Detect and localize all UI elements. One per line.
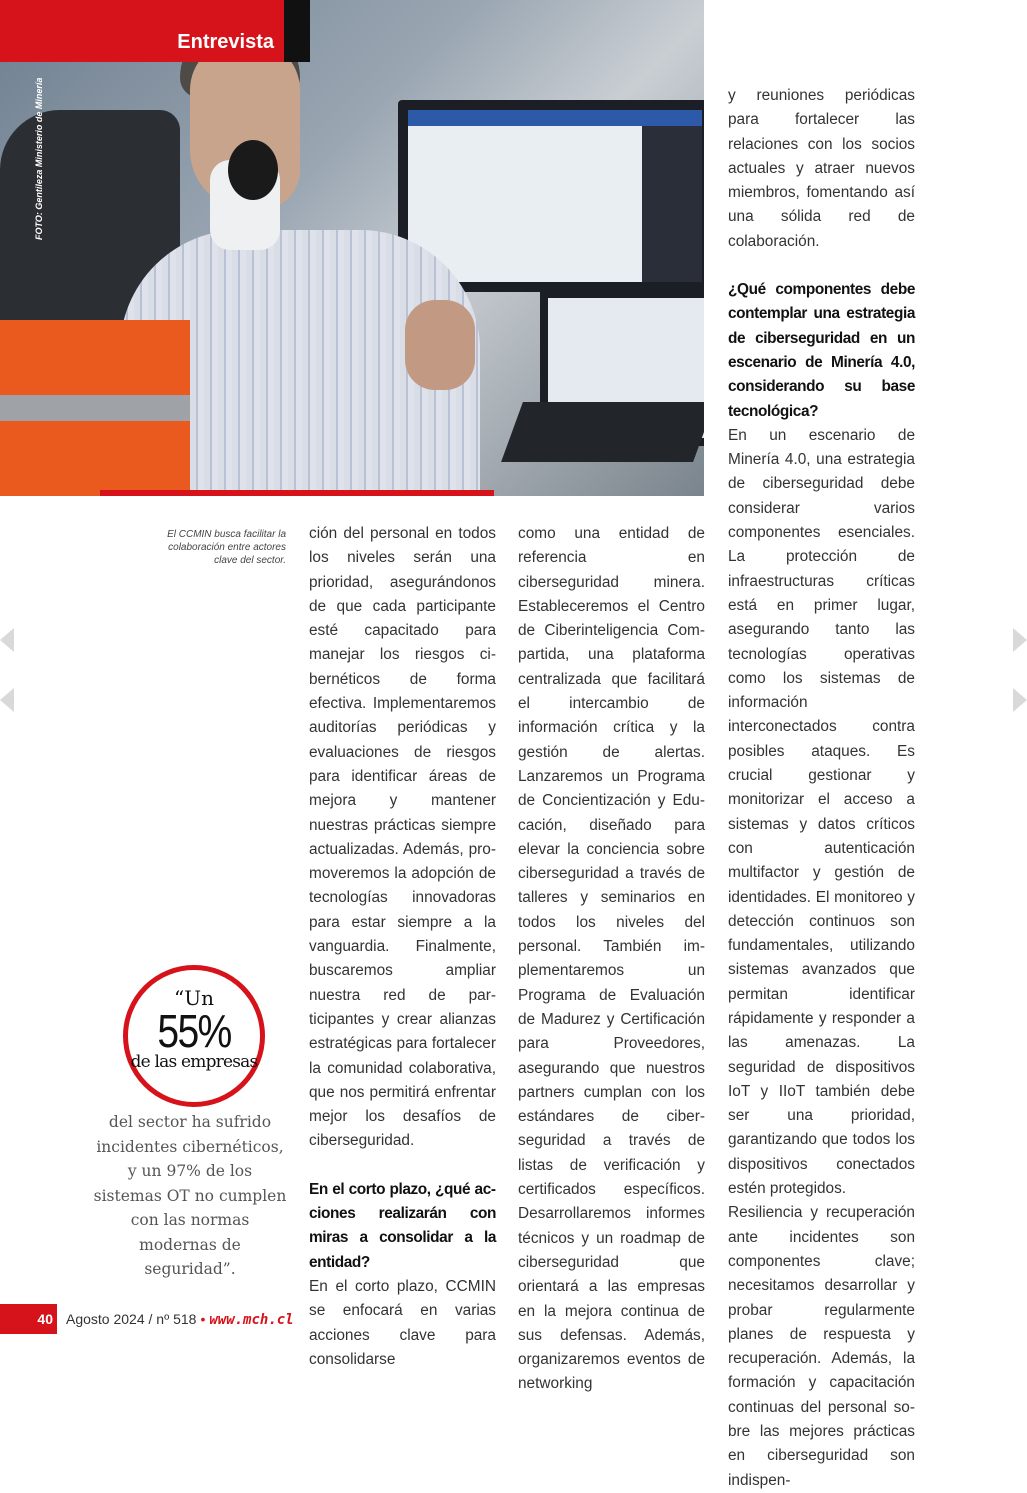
paragraph: En un escenario de Minería 4.0, una estrategia de ciberseguridad debe considerar varios componentes esenciales. La protección de infraestructuras críticas está en primer lugar, asegurando tanto las tecnologías operativas como los sistemas de información interconectados contra posibles ataques. Es crucial gestionar y monitorizar el acceso a sistemas y datos críticos con autenticación multifactor y gestión de identidades. El monitoreo y detección continuos son fundamentales, utilizando sistemas avanzados que permitan identificar rápidamente y responder a las amenazas. La seguridad de dispositivos IoT y IIoT también debe ser una prioridad, garantizando que todos los dispositivos conectados estén protegidos. bbox=[728, 426, 915, 1198]
hero-photo bbox=[0, 0, 704, 496]
headset-icon bbox=[228, 140, 278, 200]
pull-quote-figure: 55% bbox=[157, 1005, 231, 1057]
website-link[interactable]: www.mch.cl bbox=[209, 1312, 294, 1328]
prev-page-icon[interactable] bbox=[0, 628, 14, 652]
paragraph: y reuniones periódicas para fortalecer las relaciones con los socios actuales y atraer nuevos miembros, fomentando así una sólida red de colaboración. bbox=[728, 87, 915, 250]
pull-quote-text: del sector ha sufrido incidentes cibernéticos, y un 97% de los sistemas OT no cumplen con las normas modernas de seguridad”. bbox=[93, 1113, 287, 1278]
section-tab bbox=[0, 0, 284, 62]
article-column-3 bbox=[728, 84, 915, 1493]
photo-credit: FOTO: Gentileza Ministerio de Minería bbox=[34, 77, 44, 240]
interview-question: ¿Qué componentes debe contemplar una estrategia de ciberseguridad en un escenario de Minería 4.0, considerando su base tecnológica? bbox=[728, 281, 915, 420]
next-page-icon[interactable] bbox=[1013, 628, 1027, 652]
article-column-2 bbox=[518, 522, 705, 1397]
paragraph: Resiliencia y recuperación ante incidentes son componentes clave; necesitamos desarrollar y probar regularmente planes de respuesta y recuperación. Además, la formación y capacitación continuas del personal sobre las mejores prácticas en ciberseguridad son indispen- bbox=[728, 1204, 915, 1489]
article-column-1 bbox=[309, 522, 496, 1372]
footer bbox=[66, 1311, 294, 1328]
pull-quote-subject: de las empresas bbox=[130, 1052, 258, 1072]
issue-info: Agosto 2024 / nº 518 bbox=[66, 1311, 197, 1327]
pull-quote-badge bbox=[123, 965, 265, 1107]
pull-quote-open: “Un bbox=[174, 986, 214, 1010]
footer-separator: • bbox=[200, 1311, 206, 1327]
paragraph: como una entidad de referencia en ciberseguridad minera. Estableceremos el Centro de Ciberinteligencia Compartida, una plataforma centralizada que facilitará el intercambio de información crítica y la gestión de alertas. Lanzaremos un Programa de Concientización y Educación, diseñado para elevar la conciencia sobre ciberseguridad a través de talleres y seminarios en todos los niveles del personal. También implementaremos un Programa de Evaluación de Madurez y Certificación para Proveedores, asegurando que nuestros partners cumplan con los estándares de ciberseguridad a través de listas de verificación y certificados específicos. Desarrollaremos informes técnicos y un roadmap de ciberseguridad que orientará a las empresas en la mejora continua de sus defensas. Además, organizaremos eventos de networking bbox=[518, 525, 705, 1393]
interview-question: En el corto plazo, ¿qué acciones realizarán con miras a consolidar a la entidad? bbox=[309, 1180, 496, 1271]
page-number: 40 bbox=[0, 1304, 57, 1334]
next-page-icon[interactable] bbox=[1013, 688, 1027, 712]
prev-page-icon[interactable] bbox=[0, 688, 14, 712]
divider bbox=[100, 490, 494, 496]
keyboard-graphic bbox=[501, 402, 704, 462]
monitor-graphic bbox=[398, 100, 704, 292]
section-label: Entrevista bbox=[177, 31, 274, 53]
tab-accent bbox=[284, 0, 310, 62]
paragraph: En el corto plazo, CCMIN se enfocará en varias acciones clave para consolidarse bbox=[309, 1277, 496, 1368]
photo-caption: El CCMIN busca facilitar la colaboración entre actores clave del sector. bbox=[167, 529, 286, 566]
paragraph: ción del personal en todos los niveles serán una prioridad, asegurándonos de que cada participante esté capacitado para manejar los riesgos cibernéticos de forma efectiva. Implementaremos auditorías periódicas y evaluaciones de riesgos para identificar áreas de mejora y mantener nuestras prácticas siempre actualizadas. Además, promoveremos la adopción de tecnologías innovadoras para estar siempre a la vanguardia. Finalmente, buscaremos ampliar nuestra red de participantes y crear alianzas estratégicas para fortalecer la comunidad colaborativa, que nos permitirá enfrentar mejor los desafíos de ciberseguridad. bbox=[309, 525, 496, 1150]
